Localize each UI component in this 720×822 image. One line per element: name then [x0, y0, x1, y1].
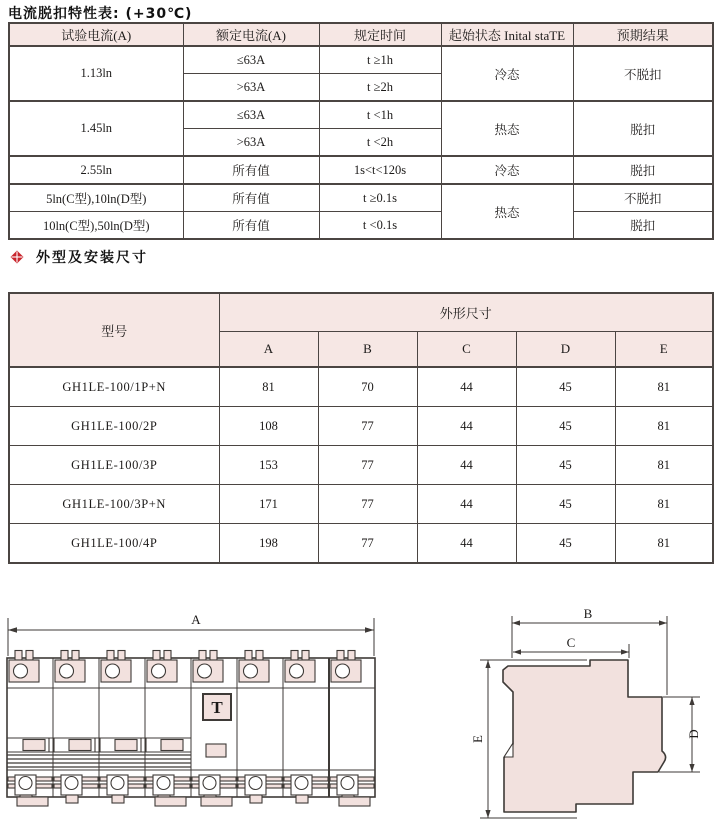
dimension-c-label: C: [566, 635, 576, 650]
col-header: D: [516, 332, 615, 368]
table-header-row: [9, 23, 713, 46]
dimension-a-label: A: [191, 612, 201, 627]
model-col-header: 型号: [9, 293, 219, 367]
table-row: [9, 407, 713, 446]
col-header: A: [219, 332, 318, 368]
cell: 45: [516, 407, 615, 446]
cell: 77: [318, 524, 417, 564]
cell: 脱扣: [573, 156, 713, 184]
front-view-drawing: [0, 592, 400, 822]
model-cell: GH1LE-100/2P: [9, 407, 219, 446]
dimension-b-label: B: [583, 606, 593, 621]
cell: 不脱扣: [573, 46, 713, 101]
cell: t <2h: [319, 129, 441, 157]
col-header: 规定时间: [319, 23, 441, 46]
col-header: C: [417, 332, 516, 368]
cell: 77: [318, 446, 417, 485]
cell: 108: [219, 407, 318, 446]
dimension-d-label: D: [686, 729, 701, 739]
page-title: 电流脱扣特性表: (+30℃): [8, 6, 193, 22]
cell: t ≥1h: [319, 46, 441, 74]
cell: 脱扣: [573, 212, 713, 240]
cell: t ≥2h: [319, 74, 441, 102]
col-header: B: [318, 332, 417, 368]
cell: >63A: [183, 129, 319, 157]
table-row: [9, 212, 713, 240]
cell: ≤63A: [183, 101, 319, 129]
side-view-drawing: [430, 592, 720, 822]
cell: 44: [417, 524, 516, 564]
section-title: 外型及安装尺寸: [36, 250, 148, 266]
col-header: 预期结果: [573, 23, 713, 46]
test-button-label: T: [211, 698, 223, 717]
cell: 5ln(C型),10ln(D型): [9, 184, 183, 212]
cell: 热态: [441, 101, 573, 156]
cell: 44: [417, 407, 516, 446]
section-heading: [10, 247, 148, 267]
cell: t ≥0.1s: [319, 184, 441, 212]
cell: 冷态: [441, 46, 573, 101]
cell: 198: [219, 524, 318, 564]
indicator-window: [206, 744, 226, 757]
cell: 171: [219, 485, 318, 524]
group-header: 外形尺寸: [219, 293, 713, 332]
model-cell: GH1LE-100/3P: [9, 446, 219, 485]
cell: 不脱扣: [573, 184, 713, 212]
table-row: [9, 184, 713, 212]
cell: 2.55ln: [9, 156, 183, 184]
cell: ≤63A: [183, 46, 319, 74]
cell: 81: [615, 485, 713, 524]
cell: 1.45ln: [9, 101, 183, 156]
cell: 81: [615, 446, 713, 485]
cell: 所有值: [183, 212, 319, 240]
cell: 77: [318, 485, 417, 524]
cell: 44: [417, 367, 516, 407]
table-row: [9, 156, 713, 184]
cell: 44: [417, 446, 516, 485]
cell: 脱扣: [573, 101, 713, 156]
cell: 1.13ln: [9, 46, 183, 101]
cell: 81: [615, 367, 713, 407]
cell: 45: [516, 446, 615, 485]
table-row: [9, 485, 713, 524]
col-header: 额定电流(A): [183, 23, 319, 46]
col-header: E: [615, 332, 713, 368]
cell: 45: [516, 485, 615, 524]
breaker-side-profile: [503, 660, 666, 812]
table-row: [9, 101, 713, 129]
cell: 所有值: [183, 156, 319, 184]
cell: 所有值: [183, 184, 319, 212]
dimensions-table: [8, 292, 714, 564]
cell: 44: [417, 485, 516, 524]
cell: 81: [615, 407, 713, 446]
col-header: 起始状态 Inital staTE: [441, 23, 573, 46]
cell: 冷态: [441, 156, 573, 184]
model-cell: GH1LE-100/3P+N: [9, 485, 219, 524]
cell: 153: [219, 446, 318, 485]
cell: 热态: [441, 184, 573, 239]
cell: 70: [318, 367, 417, 407]
cell: 81: [219, 367, 318, 407]
model-cell: GH1LE-100/4P: [9, 524, 219, 564]
cell: 10ln(C型),50ln(D型): [9, 212, 183, 240]
table-row: [9, 367, 713, 407]
din-clip-notch: [504, 743, 513, 757]
col-header: 试验电流(A): [9, 23, 183, 46]
trip-characteristics-table: [8, 22, 714, 240]
table-row: [9, 524, 713, 564]
cell: t <1h: [319, 101, 441, 129]
cell: t <0.1s: [319, 212, 441, 240]
cell: 1s<t<120s: [319, 156, 441, 184]
table-header-row: [9, 293, 713, 332]
cell: 81: [615, 524, 713, 564]
cell: >63A: [183, 74, 319, 102]
cell: 45: [516, 367, 615, 407]
model-cell: GH1LE-100/1P+N: [9, 367, 219, 407]
cell: 45: [516, 524, 615, 564]
red-diamond-icon: [10, 250, 24, 264]
table-row: [9, 446, 713, 485]
table-row: [9, 46, 713, 74]
cell: 77: [318, 407, 417, 446]
dimension-e-label: E: [470, 735, 485, 743]
